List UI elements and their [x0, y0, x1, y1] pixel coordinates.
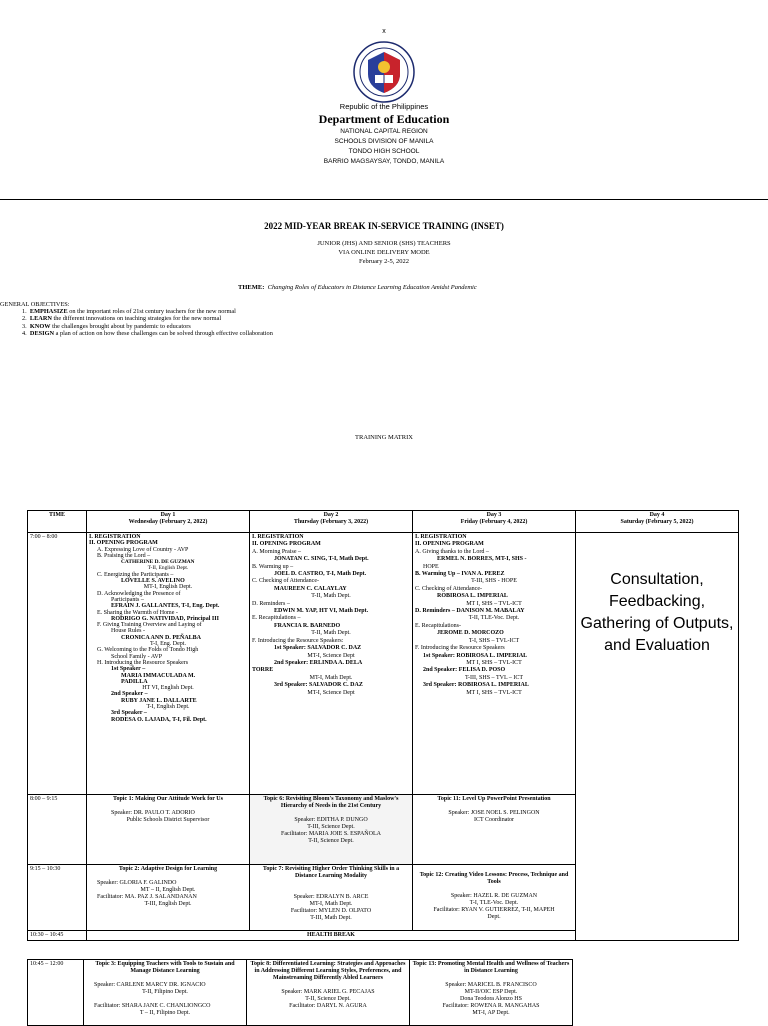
- theme-label: THEME:: [238, 284, 265, 291]
- table-row: [28, 960, 573, 1026]
- day4-activities: [576, 533, 739, 941]
- day2-opening-program: I. REGISTRATION II. OPENING PROGRAM A. Morning Praise – JONATAN C. SING, T-I, Math Dept. B. Warming up – JOEL D. CASTRO, T-I, Math Dept. C. Checking of Attendance- MAUREEN C. CALAYLAY T-II, Math Dept. D. Reminders – EDWIN M. YAP, HT VI, Math Dept. E. Recapitulations – FRANCIA R. BARNEDO T-II, Math Dept. F. Introducing the Resource Speakers: 1st Speaker: SALVADOR C. DAZ MT-I, Science Dept 2nd Speaker: ERLINDA A. DELA TORRE MT-I, Math Dept. 3rd Speaker: SALVADOR C. DAZ MT-I, Science Dept: [250, 533, 413, 795]
- header-day-1: Day 1 Wednesday (February 2, 2022): [87, 511, 250, 533]
- objective-item: 1. EMPHASIZE on the important roles of 21st century teachers for the new normal: [22, 308, 236, 316]
- day2-topic7: Topic 7: Revisiting Higher Order Thinking Skills in a Distance Learning Modality Speaker: EDRALYN B. ARCE MT-I, Math Dept. Facilitator: MYLEN D. OLPATO T-III, Math Dept.: [250, 865, 413, 931]
- theme-text: Changing Roles of Educators in Distance Learning Education Amidst Pandemic: [267, 284, 477, 291]
- objective-item: 4. DESIGN a plan of action on how these challenges can be solved through effective collaboration: [22, 329, 273, 337]
- objectives-heading: GENERAL OBJECTIVES:: [0, 301, 70, 308]
- table-row: [28, 511, 739, 533]
- objectives: [0, 301, 520, 337]
- division-label: SCHOOLS DIVISION OF MANILA: [334, 138, 434, 145]
- table-row: [28, 533, 739, 795]
- department-name: Department of Education: [318, 112, 450, 126]
- document-title: 2022 MID-YEAR BREAK IN-SERVICE TRAINING (INSET): [264, 221, 504, 231]
- day4-text: Consultation, Feedbacking, Gathering of Outputs, and Evaluation: [580, 571, 734, 654]
- day1-topic3: Topic 3: Equipping Teachers with Tools to Sustain and Manage Distance Learning Speaker: CARLENE MARCY DR. IGNACIO T-II, Filipino Dept. Facilitator: SHARA JANE C. CHANLIONGCO T – II, Filipino Dept.: [84, 960, 247, 1026]
- day1-topic1: Topic 1: Making Our Attitude Work for Us Speaker: DR. PAULO T. ADORIO Public Schools District Supervisor: [87, 795, 250, 865]
- subtitle-dates: February 2-5, 2022: [358, 258, 409, 265]
- day1-topic2: Topic 2: Adaptive Design for Learning Speaker: GLORIA F. GALINDO MT – II, English Dept. Facilitator: MA. PAZ J. SALANDANAN T-III, English Dept.: [87, 865, 250, 931]
- header-day-3: Day 3 Friday (February 4, 2022): [413, 511, 576, 533]
- time-cell: 9:15 – 10:30: [28, 865, 87, 931]
- region-label: NATIONAL CAPITAL REGION: [340, 128, 428, 135]
- time-cell: 10:30 – 10:45: [28, 931, 87, 941]
- school-label: TONDO HIGH SCHOOL: [348, 148, 420, 155]
- republic-label: Republic of the Philippines: [339, 102, 429, 111]
- day2-topic6: Topic 6: Revisiting Bloom's Taxonomy and Maslow's Hierarchy of Needs in the 21st Century Speaker: EDITHA P. DUNGO T-III, Science Dept. Facilitator: MARIA JOIE S. ESPAÑOLA T-II, Science Dept.: [250, 795, 413, 865]
- header-day-2: Day 2 Thursday (February 3, 2022): [250, 511, 413, 533]
- day3-topic11: Topic 11: Level Up PowerPoint Presentation Speaker: JOSE NOEL S. PELINGON ICT Coordinator: [413, 795, 576, 865]
- subtitle-mode: VIA ONLINE DELIVERY MODE: [338, 249, 430, 256]
- training-matrix: [27, 510, 739, 941]
- header-day-4: Day 4 Saturday (February 5, 2022): [576, 511, 739, 533]
- header-divider: [0, 199, 768, 200]
- day3-opening-program: I. REGISTRATION II. OPENING PROGRAM A. Giving thanks to the Lord – ERMEL N. BORRES, MT-I, SHS - HOPE B. Warming Up – IVAN A. PEREZ T-III, SHS - HOPE C. Checking of Attendance- ROBIROSA L. IMPERIAL MT I, SHS – TVL-ICT D. Reminders – DANISON M. MABALAY T-II, TLE-Voc. Dept. E. Recapitulations- JEROME D. MORCOZO T-I, SHS – TVL-ICT F. Introducing the Resource Speakers 1st Speaker: ROBIROSA L. IMPERIAL MT I, SHS – TVL-ICT 2nd Speaker: FELISA D. POSO T-III, SHS – TVL – ICT 3rd Speaker: ROBIROSA L. IMPERIAL MT I, SHS – TVL-ICT: [413, 533, 576, 795]
- time-cell: 7:00 – 8:00: [28, 533, 87, 795]
- day2-topic8: Topic 8: Differentiated Learning: Strategies and Approaches in Addressing Different Learning Styles, Preferences, and Mainstreaming Differently Abled Learners Speaker: MARK ARIEL G. PECAJAS T-II, Science Dept. Facilitator: DARYL N. AGURA: [247, 960, 410, 1026]
- day1-opening-program: I. REGISTRATION II. OPENING PROGRAM A. Expressing Love of Country - AVP B. Praising the Lord – CATHERINE D. DE GUZMAN T-II, English Dept. C. Energizing the Participants – LOVELLE S. AVELINO MT-I, English Dept. D. Acknowledging the Presence of Participants – EFRAIN J. GALLANTES, T-I, Eng. Dept. E. Sharing the Warmth of Home - RODRIGO G. NATIVIDAD, Principal III F. Giving Training Overview and Laying of House Rules - CRONICA ANN D. PEÑALBA T-I, Eng. Dept. G. Welcoming to the Folds of Tondo High School Family - AVP H. Introducing the Resource Speakers 1st Speaker – MARIA IMMACULADA M. PADILLA HT VI, English Dept. 2nd Speaker – RUBY JANE L. DALLARTE T-I, English Dept. 3rd Speaker – RODESA O. LAJADA, T-I, Fil. Dept.: [87, 533, 250, 795]
- header-time: TIME: [28, 511, 87, 533]
- objective-item: 2. LEARN the different innovations on teaching strategies for the new normal: [22, 315, 222, 323]
- subtitle-teachers: JUNIOR (JHS) AND SENIOR (SHS) TEACHERS: [317, 240, 451, 247]
- matrix-title: TRAINING MATRIX: [355, 434, 413, 441]
- address-label: BARRIO MAGSAYSAY, TONDO, MANILA: [323, 158, 445, 165]
- training-matrix-continued: [27, 959, 573, 1026]
- health-break: HEALTH BREAK: [87, 931, 576, 941]
- time-cell: 8:00 – 9:15: [28, 795, 87, 865]
- day3-topic12: Topic 12: Creating Video Lessons: Process, Technique and Tools Speaker: HAZEL R. DE GUZMAN T-I, TLE-Voc. Dept. Facilitator: RYAN V. GUTIERREZ, T-II, MAPEH Dept.: [413, 865, 576, 931]
- top-mark: x: [382, 28, 386, 35]
- theme-line: [238, 284, 477, 291]
- day3-topic13: Topic 13: Promoting Mental Health and Wellness of Teachers in Distance Learning Speaker: MARICEL B. FRANCISCO MT-II/OIC ESP Dept. Dona Teodora Alonzo HS Facilitator: ROWENA R. MANGAHAS MT-I, AP Dept.: [410, 960, 573, 1026]
- deped-seal-icon: [353, 41, 415, 103]
- objective-item: 3. KNOW the challenges brought about by pandemic to educators: [22, 322, 191, 330]
- time-cell: 10:45 – 12:00: [28, 960, 84, 1026]
